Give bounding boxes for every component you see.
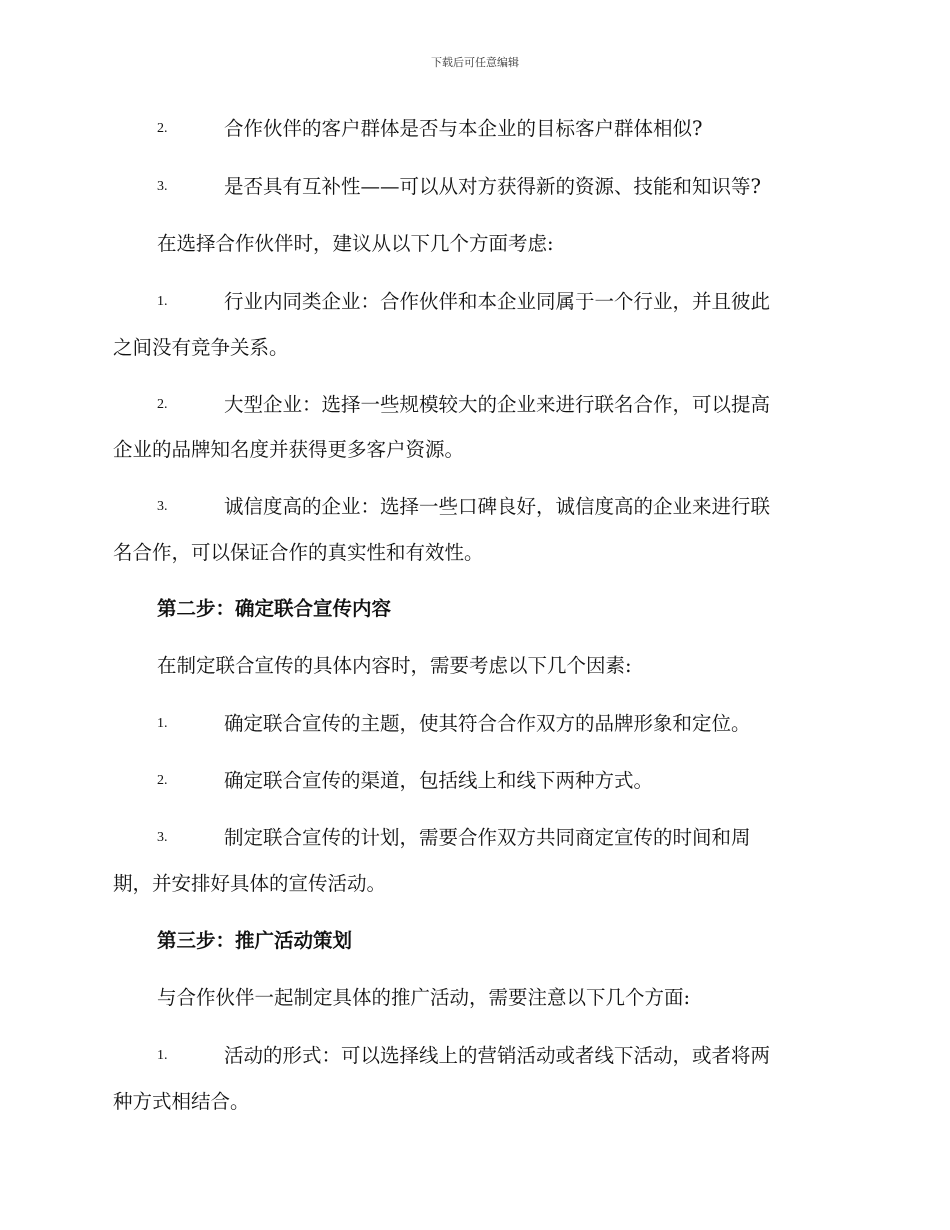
paragraph: 与合作伙伴一起制定具体的推广活动，需要注意以下几个方面:: [157, 986, 691, 1009]
list-item-text: 确定联合宣传的渠道，包括线上和线下两种方式。: [224, 769, 654, 792]
list-number: 2.: [157, 773, 168, 788]
list-item-text: 活动的形式：可以选择线上的营销活动或者线下活动，或者将两: [224, 1044, 771, 1067]
list-item-text: 合作伙伴的客户群体是否与本企业的目标客户群体相似?: [224, 117, 703, 140]
list-item-text: 行业内同类企业：合作伙伴和本企业同属于一个行业，并且彼此: [224, 290, 771, 313]
list-item-text: 大型企业：选择一些规模较大的企业来进行联名合作，可以提高: [224, 393, 771, 416]
list-item-text: 诚信度高的企业：选择一些口碑良好，诚信度高的企业来进行联: [224, 495, 771, 518]
list-number: 1.: [157, 294, 168, 309]
paragraph: 在制定联合宣传的具体内容时，需要考虑以下几个因素:: [157, 654, 632, 677]
list-item-continuation: 之间没有竞争关系。: [113, 336, 289, 359]
list-number: 1.: [157, 716, 168, 731]
list-number: 3.: [157, 830, 168, 845]
page-header-note: 下载后可任意编辑: [431, 56, 519, 69]
list-item-text: 确定联合宣传的主题，使其符合合作双方的品牌形象和定位。: [224, 712, 751, 735]
list-item-continuation: 期，并安排好具体的宣传活动。: [113, 872, 387, 895]
list-item-text: 是否具有互补性——可以从对方获得新的资源、技能和知识等?: [224, 175, 761, 198]
section-heading: 第二步：确定联合宣传内容: [157, 597, 392, 620]
list-item-continuation: 名合作，可以保证合作的真实性和有效性。: [113, 541, 484, 564]
list-number: 2.: [157, 397, 168, 412]
list-number: 3.: [157, 499, 168, 514]
list-number: 3.: [157, 179, 168, 194]
list-number: 2.: [157, 121, 168, 136]
list-item-continuation: 种方式相结合。: [113, 1090, 250, 1113]
list-number: 1.: [157, 1048, 168, 1063]
paragraph: 在选择合作伙伴时，建议从以下几个方面考虑:: [157, 232, 554, 255]
list-item-continuation: 企业的品牌知名度并获得更多客户资源。: [113, 438, 465, 461]
list-item-text: 制定联合宣传的计划，需要合作双方共同商定宣传的时间和周: [224, 826, 751, 849]
section-heading: 第三步：推广活动策划: [157, 929, 353, 952]
